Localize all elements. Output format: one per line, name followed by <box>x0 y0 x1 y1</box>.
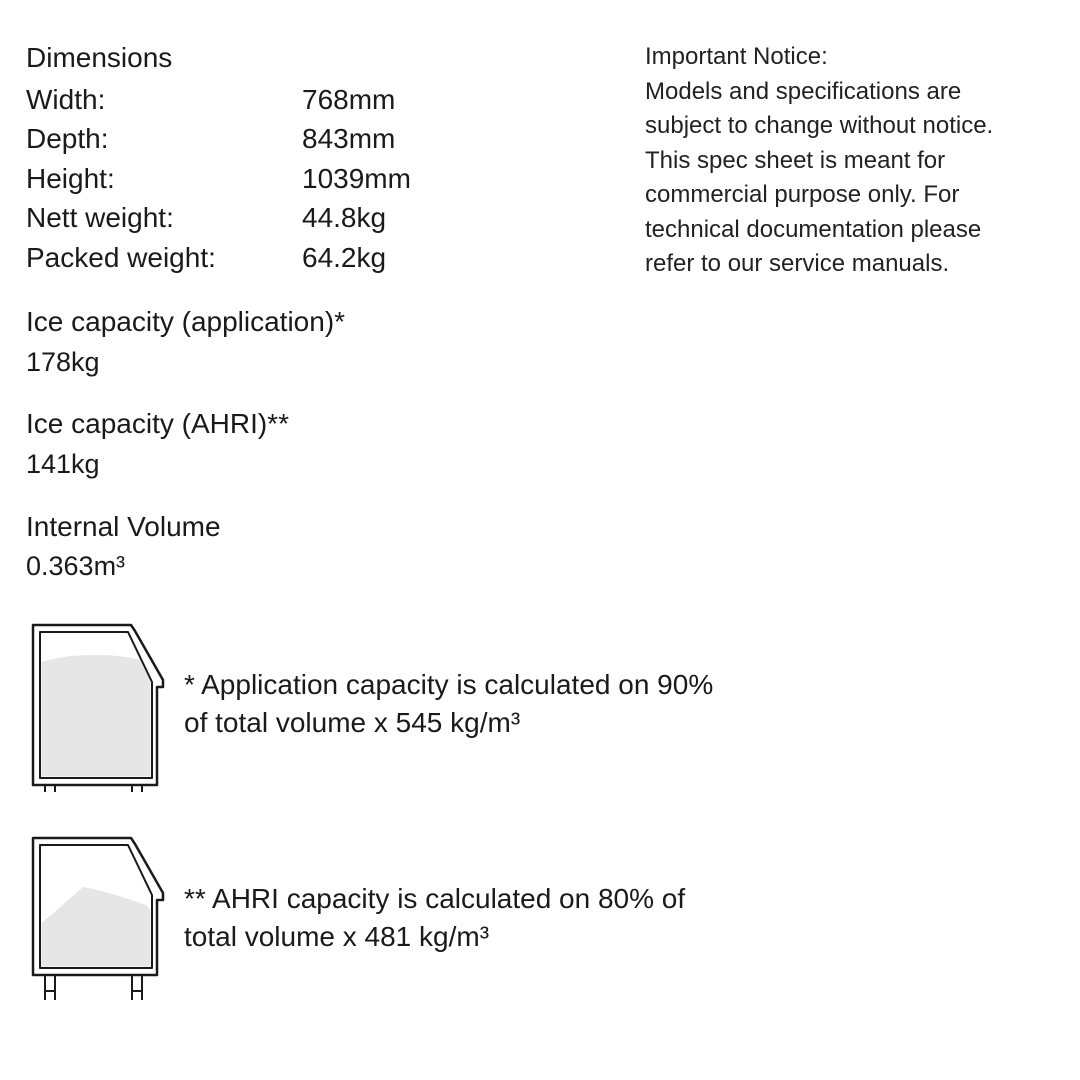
footnote-application-line: of total volume x 545 kg/m³ <box>184 707 521 738</box>
dimension-label: Height: <box>26 162 115 194</box>
notice-line: subject to change without notice. <box>645 112 994 139</box>
dimension-row-depth <box>26 120 411 160</box>
notice-line: technical documentation please <box>645 215 982 243</box>
dimension-value: 1039mm <box>302 162 411 194</box>
dimension-value: 44.8kg <box>302 202 387 234</box>
dimension-label: Depth: <box>26 123 109 155</box>
notice-line: Models and specifications are <box>645 77 962 105</box>
internal-volume-value: 0.363m³ <box>26 551 126 581</box>
dimension-label: Packed weight: <box>26 241 216 273</box>
ice-capacity-ahri-title: Ice capacity (AHRI)** <box>26 408 289 439</box>
ice-bin-80-percent-fill-icon <box>28 835 168 1005</box>
footnote-application-line: * Application capacity is calculated on 90% <box>184 669 714 700</box>
dimension-label: Nett weight: <box>26 202 174 234</box>
notice-line: This spec sheet is meant for <box>645 146 946 174</box>
notice-line: commercial purpose only. For <box>645 181 960 208</box>
dimension-row-nett-weight <box>26 199 411 239</box>
ice-capacity-application-title: Ice capacity (application)* <box>26 306 346 337</box>
footnote-ahri-line: total volume x 481 kg/m³ <box>184 921 490 952</box>
dimension-value: 768mm <box>302 83 396 115</box>
dimension-value: 843mm <box>302 123 396 155</box>
important-notice <box>645 40 1070 282</box>
dimensions-title: Dimensions <box>26 42 173 73</box>
notice-title: Important Notice: <box>645 43 828 70</box>
ice-capacity-application-value: 178kg <box>26 347 100 377</box>
notice-line: refer to our service manuals. <box>645 250 950 277</box>
ice-bin-90-percent-fill-icon <box>28 622 168 792</box>
footnote-ahri <box>184 880 685 956</box>
dimensions-table <box>26 80 411 278</box>
dimension-value: 64.2kg <box>302 241 387 273</box>
dimension-label: Width: <box>26 83 106 115</box>
footnote-application <box>184 666 713 742</box>
footnote-ahri-line: ** AHRI capacity is calculated on 80% of <box>184 883 686 914</box>
dimension-row-width <box>26 80 411 120</box>
dimension-row-height <box>26 159 411 199</box>
dimension-row-packed-weight <box>26 238 411 278</box>
internal-volume-title: Internal Volume <box>26 511 221 542</box>
ice-capacity-ahri-value: 141kg <box>26 449 100 479</box>
